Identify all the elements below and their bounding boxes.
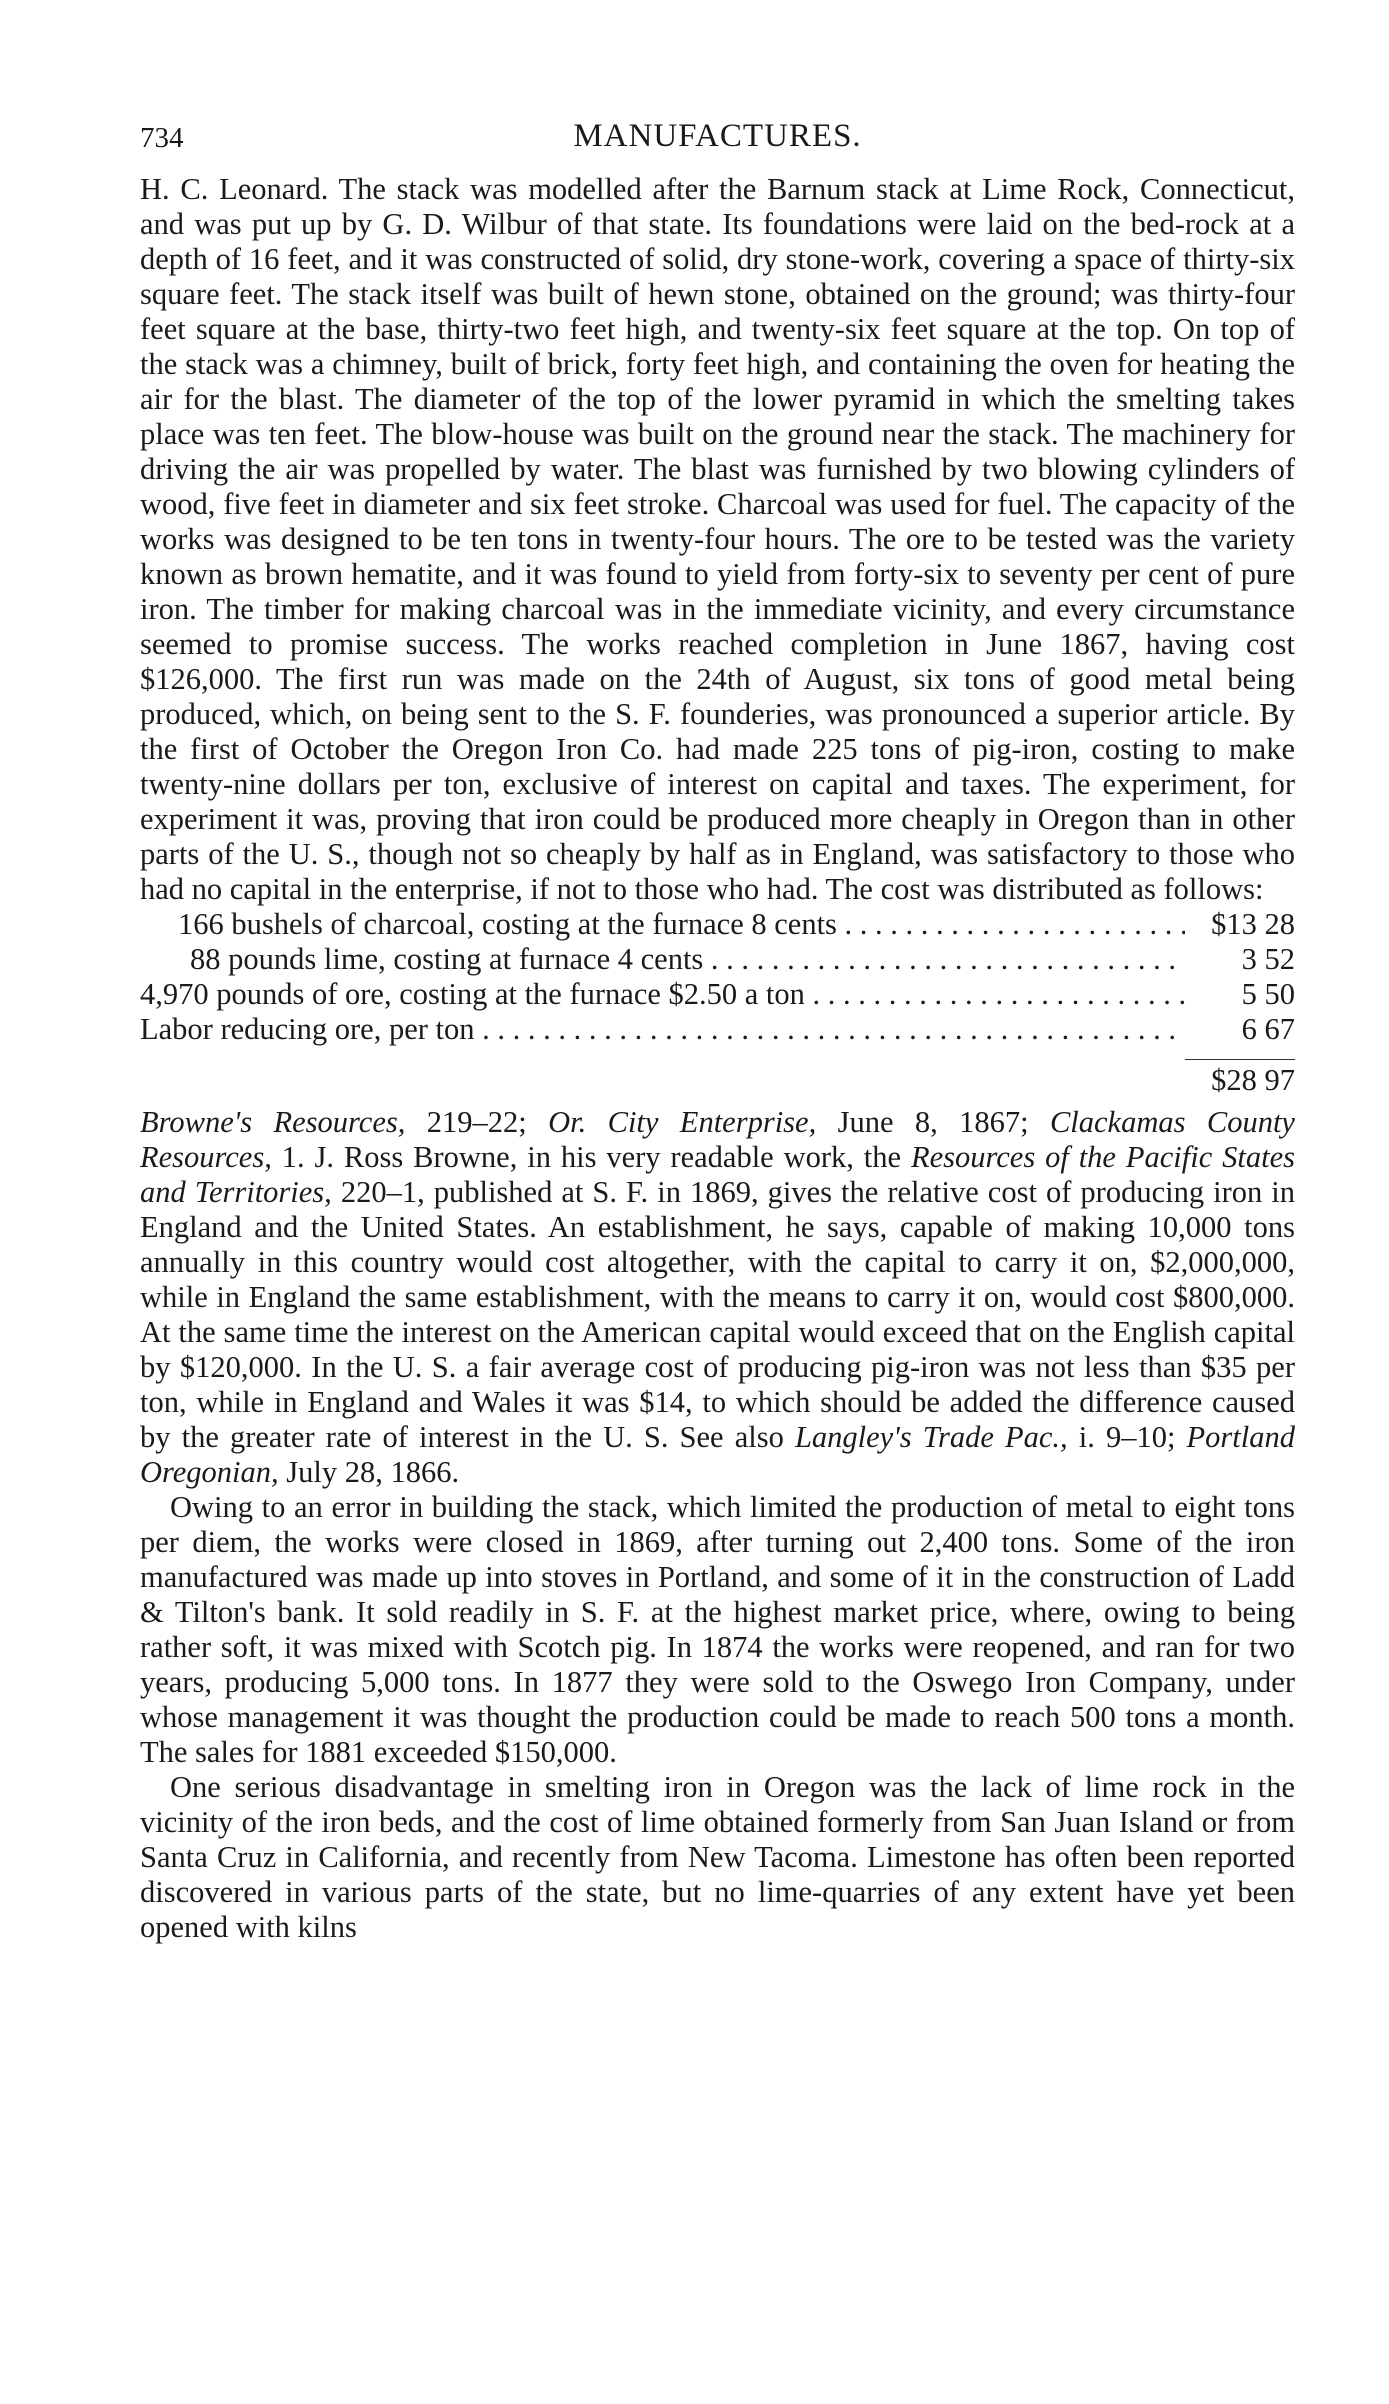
cost-description: 166 bushels of charcoal, costing at the furnace 8 cents . . . (178, 907, 1185, 942)
cost-amount: 5 50 (1241, 977, 1295, 1011)
page-number: 734 (140, 122, 184, 154)
paragraph-stack-description: H. C. Leonard. The stack was modelled after the Barnum stack at Lime Rock, Connecticut, and was put up by G. D. Wilbur of that state. Its foundations were laid on the bed-rock at a depth of 16 feet, and it was constructed of solid, dry stone-work, covering a space of thirty-six square feet. The stack itself was built of hewn stone, obtained on the ground; was thirty-four feet square at the base, thirty-two feet high, and twenty-six feet square at the top. On top of the stack was a chimney, built of brick, forty feet high, and containing the oven for heating the air for the blast. The diameter of the top of the lower pyramid in which the smelting takes place was ten feet. The blow-house was built on the ground near the stack. The machinery for driving the air was propelled by water. The blast was furnished by two blowing cylinders of wood, five feet in diameter and six feet stroke. Charcoal was used for fuel. The capacity of the works was designed to be ten tons in twenty-four hours. The ore to be tested was the variety known as brown hematite, and it was found to yield from forty-six to seventy per cent of pure iron. The timber for making charcoal was in the immediate vicinity, and every circumstance seemed to promise success. The works reached completion in June 1867, having cost $126,000. The first run was made on the 24th of August, six tons of good metal being produced, which, on being sent to the S. F. founderies, was pronounced a superior article. By the first of October the Oregon Iron Co. had made 225 tons of pig-iron, costing to make twenty-nine dollars per ton, exclusive of interest on capital and taxes. The experiment, for experiment it was, proving that iron could be produced more cheaply in Oregon than in other parts of the U. S., though not so cheaply by half as in England, was satisfactory to those who had no capital in the enterprise, if not to those who had. The cost was distributed as follows: (140, 172, 1295, 906)
cost-description: Labor reducing ore, per ton . . . (140, 1012, 1185, 1047)
cost-amount: 3 52 (1241, 942, 1295, 976)
cost-row (140, 907, 1295, 942)
paragraph-footnote-references: Browne's Resources, 219–22; Or. City Enterprise, June 8, 1867; Clackamas County Resources, 1. J. Ross Browne, in his very readable work, the Resources of the Pacific States and Territories, 220–1, published at S. F. in 1869, gives the relative cost of producing iron in England and the United States. An establishment, he says, capable of making 10,000 tons annually in this country would cost altogether, with the capital to carry it on, $2,000,000, while in England the same establishment, with the means to carry it on, would cost $800,000. At the same time the interest on the American capital would exceed that on the English capital by $120,000. In the U. S. a fair average cost of producing pig-iron was not less than $35 per ton, while in England and Wales it was $14, to which should be added the difference caused by the greater rate of interest in the U. S. See also Langley's Trade Pac., i. 9–10; Portland Oregonian, July 28, 1866. (140, 1105, 1295, 1489)
paragraph-works-closed: Owing to an error in building the stack, which limited the production of metal to eight tons per diem, the works were closed in 1869, after turning out 2,400 tons. Some of the iron manufactured was made up into stoves in Portland, and some of it in the construction of Ladd & Tilton's bank. It sold readily in S. F. at the highest market price, where, owing to being rather soft, it was mixed with Scotch pig. In 1874 the works were reopened, and ran for two years, producing 5,000 tons. In 1877 they were sold to the Oswego Iron Company, under whose management it was thought the production could be made to reach 500 tons a month. The sales for 1881 exceeded $150,000. (140, 1490, 1295, 1769)
cost-amount: 6 67 (1241, 1012, 1295, 1046)
cost-description: 4,970 pounds of ore, costing at the furnace $2.50 a ton . . . (140, 977, 1185, 1012)
book-page (140, 112, 1295, 1945)
citation: Or. City Enterprise, (548, 1105, 817, 1139)
cost-table (140, 907, 1295, 1105)
citation: Langley's Trade Pac., (794, 1420, 1068, 1454)
citation: Resources of the Pacific States and Territories, (140, 1140, 1295, 1209)
cost-total: $28 97 (1211, 1063, 1295, 1097)
cost-description: 88 pounds lime, costing at furnace 4 cents . . . (190, 942, 1185, 977)
cost-amount: $13 28 (1211, 907, 1295, 941)
cost-row (140, 942, 1295, 977)
total-rule (1185, 1059, 1295, 1060)
page-header (140, 112, 1295, 172)
cost-total-block (140, 1047, 1295, 1105)
cost-row (140, 977, 1295, 1012)
citation: Portland Oregonian, (140, 1420, 1295, 1489)
citation: Browne's Resources, (140, 1105, 406, 1139)
running-head: MANUFACTURES. (573, 118, 862, 154)
paragraph-lime-disadvantage: One serious disadvantage in smelting iron in Oregon was the lack of lime rock in the vicinity of the iron beds, and the cost of lime obtained formerly from San Juan Island or from Santa Cruz in California, and recently from New Tacoma. Limestone has often been reported discovered in various parts of the state, but no lime-quarries of any extent have yet been opened with kilns (140, 1770, 1295, 1944)
cost-row (140, 1012, 1295, 1047)
citation: Clackamas County Resources, (140, 1105, 1295, 1174)
